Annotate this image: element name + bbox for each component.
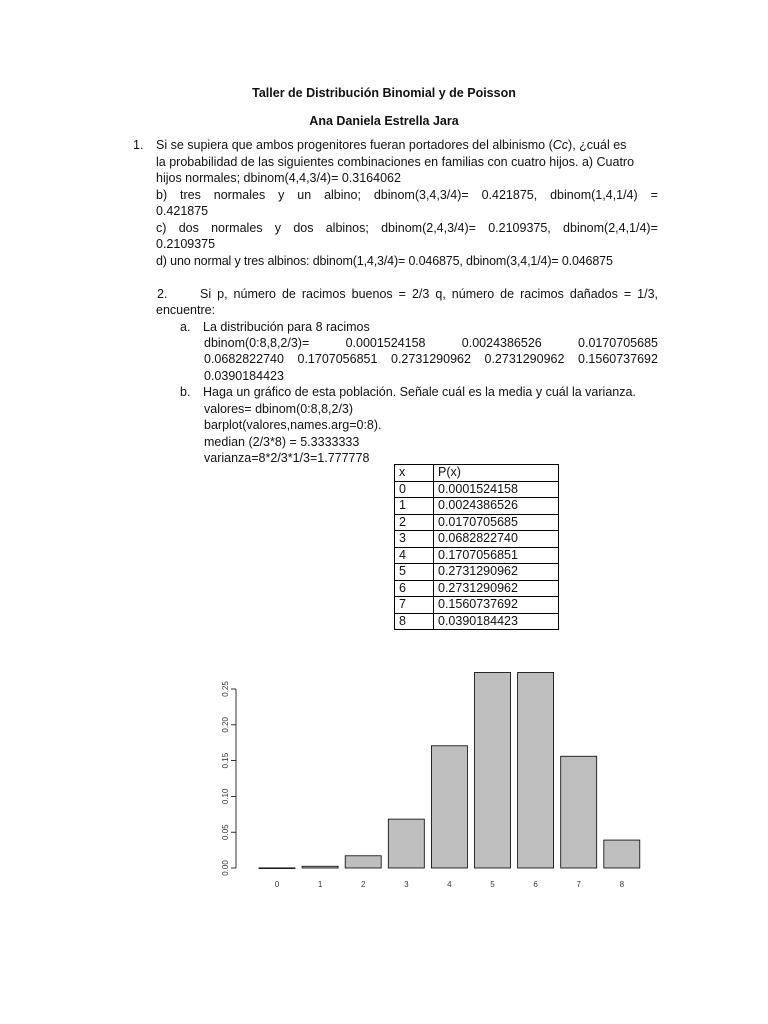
q1-part-b-word: 0.421875, [481, 188, 538, 202]
table-cell-x: 7 [395, 597, 434, 614]
q1-part-c [156, 220, 658, 237]
probability-table [394, 464, 559, 630]
q1-part-c-word: y [274, 221, 282, 235]
table-cell-x: 3 [395, 531, 434, 548]
y-tick-label: 0.20 [221, 717, 230, 733]
q2a-values-row1 [204, 335, 658, 352]
table-cell-px: 0.0001524158 [434, 481, 559, 498]
q1-part-b-word: tres [180, 188, 201, 202]
q1-part-b-line2: 0.421875 [156, 204, 209, 218]
q1-part-b [156, 187, 658, 204]
x-tick-label: 4 [447, 880, 452, 889]
table-row [395, 531, 559, 548]
table-cell-x: 6 [395, 580, 434, 597]
q2-line1: Si p, número de racimos buenos = 2/3 q, número de racimos dañados = 1/3, [200, 287, 658, 301]
q2a-text: La distribución para 8 racimos [203, 320, 370, 334]
q2a-value-word: 0.0024386526 [461, 336, 542, 350]
table-header-px: P(x) [434, 465, 559, 482]
q2b-text: Haga un gráfico de esta población. Señale cuál es la media y cuál la varianza. [203, 385, 636, 399]
bar-1 [302, 866, 338, 868]
q2-line2: encuentre: [156, 303, 216, 317]
table-cell-px: 0.0024386526 [434, 498, 559, 515]
q2b-code-line-1: valores= dbinom(0:8,8,2/3) [204, 402, 354, 416]
q1-line1-start: Si se supiera que ambos progenitores fueran portadores del albinismo ( [156, 138, 553, 152]
q1-line1-italic: Cc [552, 138, 569, 152]
q1-part-c-word: dos [178, 221, 199, 235]
y-tick-label: 0.25 [221, 681, 230, 697]
q2a-values-row2 [204, 351, 658, 368]
table-cell-px: 0.0682822740 [434, 531, 559, 548]
table-row [395, 514, 559, 531]
x-tick-label: 2 [360, 880, 366, 889]
q2a-value-word: 0.1707056851 [297, 352, 378, 366]
table-row [395, 498, 559, 515]
q1-part-c-word: dos [293, 221, 314, 235]
q2b-code-line-2: barplot(valores,names.arg=0:8). [204, 418, 382, 432]
y-tick-label: 0.15 [221, 752, 230, 769]
bar-2 [345, 856, 381, 868]
q2a-values-row3: 0.0390184423 [204, 369, 284, 383]
q1-line1-end: ), ¿cuál es [568, 138, 627, 152]
x-tick-label: 6 [533, 880, 538, 889]
q2a-label: a. [180, 320, 191, 334]
table-cell-px: 0.0390184423 [434, 613, 559, 630]
table-header-row [395, 465, 559, 482]
q1-part-b-word: = [650, 188, 658, 202]
q1-part-b-word: albino; [324, 188, 361, 202]
q2b-code-line-3: median (2/3*8) = 5.3333333 [204, 435, 360, 449]
table-cell-px: 0.2731290962 [434, 564, 559, 581]
x-tick-label: 1 [317, 880, 323, 889]
table-row [395, 580, 559, 597]
q2a-value-word: dbinom(0:8,8,2/3)= [204, 336, 310, 350]
x-tick-label: 7 [576, 880, 581, 889]
table-cell-x: 2 [395, 514, 434, 531]
table-cell-x: 0 [395, 481, 434, 498]
q1-part-c-word: c) [156, 221, 167, 235]
q1-part-c-word: dbinom(2,4,3/4)= [381, 221, 476, 235]
table-cell-px: 0.2731290962 [434, 580, 559, 597]
q1-line2: la probabilidad de las siguientes combinaciones en familias con cuatro hijos. a) Cuatro [156, 155, 635, 169]
x-tick-label: 0 [274, 880, 280, 889]
q1-part-b-word: y [278, 188, 285, 202]
q1-part-c-word: 0.2109375, [488, 221, 551, 235]
table-row [395, 564, 559, 581]
x-tick-label: 5 [490, 880, 495, 889]
table-cell-px: 0.1560737692 [434, 597, 559, 614]
q2b-code-line-4: varianza=8*2/3*1/3=1.777778 [204, 451, 370, 465]
q1-part-b-word: b) [156, 188, 168, 202]
q1-line3: hijos normales; dbinom(4,4,3/4)= 0.3164062 [156, 171, 401, 185]
q1-part-b-word: dbinom(3,4,3/4)= [373, 188, 469, 202]
y-tick-label: 0.05 [221, 824, 230, 840]
q1-part-d: d) uno normal y tres albinos: dbinom(1,4,3/4)= 0.046875, dbinom(3,4,1/4)= 0.046875 [156, 254, 613, 268]
barplot-chart [210, 668, 650, 898]
q1-part-c-word: dbinom(2,4,1/4)= [563, 221, 658, 235]
q1-number: 1. [133, 138, 144, 152]
bar-3 [388, 819, 424, 868]
bar-0 [259, 868, 295, 869]
q2a-value-word: 0.2731290962 [484, 352, 565, 366]
table-cell-x: 1 [395, 498, 434, 515]
q1-line1 [156, 137, 626, 154]
bar-5 [475, 672, 511, 868]
table-cell-x: 5 [395, 564, 434, 581]
table-cell-x: 8 [395, 613, 434, 630]
table-cell-x: 4 [395, 547, 434, 564]
q2b-label: b. [180, 385, 191, 399]
q1-part-c-line2: 0.2109375 [156, 237, 216, 251]
y-tick-label: 0.10 [221, 788, 230, 805]
q1-part-b-word: dbinom(1,4,1/4) [550, 188, 638, 202]
q2a-value-word: 0.1560737692 [578, 352, 658, 366]
bar-8 [604, 840, 640, 868]
q2a-value-word: 0.0682822740 [204, 352, 284, 366]
q2-number: 2. [157, 287, 168, 301]
table-row [395, 613, 559, 630]
q2a-value-word: 0.0001524158 [345, 336, 426, 350]
table-row [395, 547, 559, 564]
bar-6 [518, 672, 554, 868]
table-row [395, 481, 559, 498]
y-tick-label: 0.00 [221, 860, 230, 876]
q1-part-c-word: normales [211, 221, 263, 235]
bar-4 [431, 746, 467, 868]
q1-part-b-word: normales [213, 188, 266, 202]
table-row [395, 597, 559, 614]
q1-part-b-word: un [297, 188, 312, 202]
q1-part-c-word: albinos; [325, 221, 369, 235]
q2a-value-word: 0.2731290962 [391, 352, 471, 366]
x-tick-label: 3 [404, 880, 409, 889]
document-title: Taller de Distribución Binomial y de Poisson [252, 86, 516, 100]
table-cell-px: 0.1707056851 [434, 547, 559, 564]
table-cell-px: 0.0170705685 [434, 514, 559, 531]
document-author: Ana Daniela Estrella Jara [309, 114, 459, 128]
q2a-value-word: 0.0170705685 [578, 336, 658, 350]
bar-7 [561, 756, 597, 868]
x-tick-label: 8 [619, 880, 625, 889]
table-header-x: x [395, 465, 434, 482]
